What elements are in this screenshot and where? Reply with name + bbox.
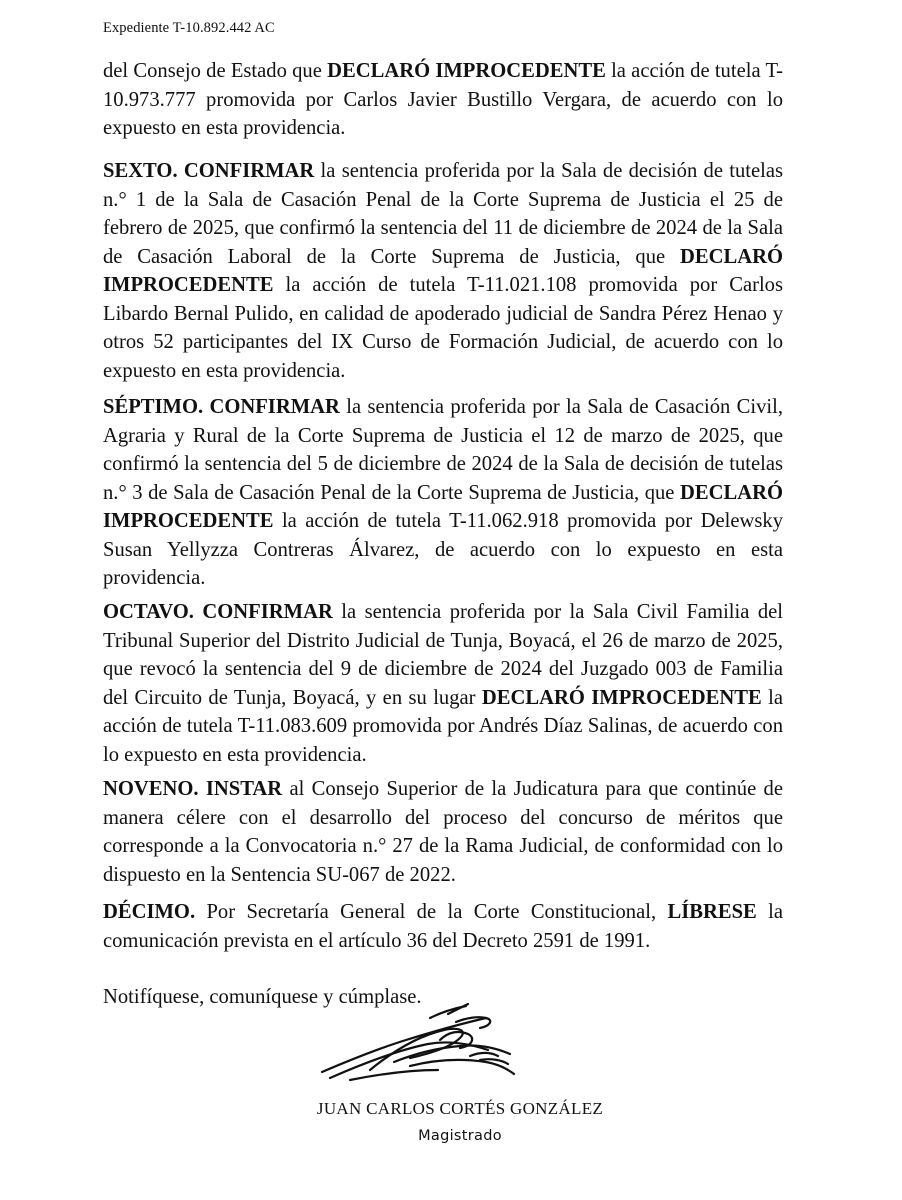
paragraph-text: la sentencia proferida por la Sala de Casación Civil, Agraria y Rural de la Corte Suprema de Justicia el 12 de marzo de 2025, que confirmó la sentencia del 5 de diciembre de 2024 de la Sala de decisión de tutelas n.° 3 de Sala de Casación Penal de la Corte Suprema de Justicia, que [103, 396, 783, 504]
bold-term: LÍBRESE [667, 901, 757, 923]
paragraph-octavo [103, 598, 783, 769]
bold-term: DECLARÓ IMPROCEDENTE [327, 60, 606, 82]
paragraph-text: la acción de tutela T-10.973.777 promovida por Carlos Javier Bustillo Vergara, de acuerdo con lo expuesto en esta providencia. [103, 60, 783, 139]
paragraph-text: del Consejo de Estado que [103, 60, 328, 82]
handwritten-signature [310, 1000, 530, 1090]
bold-term: DECLARÓ IMPROCEDENTE [103, 245, 783, 296]
paragraph-text: la sentencia proferida por la Sala de decisión de tutelas n.° 1 de la Sala de Casación Penal de la Corte Suprema de Justicia el 25 de febrero de 2025, que confirmó la sentencia del 11 de diciembre de 2024 de la Sala de Casación Laboral de la Corte Suprema de Justicia, que [103, 160, 783, 268]
paragraph-text: la comunicación prevista en el artículo 36 del Decreto 2591 de 1991. [103, 901, 783, 952]
resolution-heading: OCTAVO. CONFIRMAR [103, 601, 333, 623]
signer-title: Magistrado [418, 1128, 502, 1144]
paragraph-decimo [103, 898, 783, 955]
resolution-heading: NOVENO. INSTAR [103, 778, 283, 800]
paragraph-text: Por Secretaría General de la Corte Constitucional, [195, 901, 668, 923]
case-reference: Expediente T-10.892.442 AC [103, 20, 275, 36]
resolution-heading: DÉCIMO. [103, 901, 196, 923]
paragraph-text: la acción de tutela T-11.062.918 promovida por Delewsky Susan Yellyzza Contreras Álvarez, de acuerdo con lo expuesto en esta providencia. [103, 510, 783, 589]
paragraph-sexto [103, 157, 783, 385]
resolution-heading: SEXTO. CONFIRMAR [103, 160, 315, 182]
signer-name: JUAN CARLOS CORTÉS GONZÁLEZ [316, 1099, 604, 1118]
closing-text: Notifíquese, comuníquese y cúmplase. [103, 986, 422, 1008]
paragraph-septimo [103, 393, 783, 593]
resolution-heading: SÉPTIMO. CONFIRMAR [103, 396, 340, 418]
bold-term: DECLARÓ IMPROCEDENTE [481, 686, 762, 709]
paragraph-continuation [103, 57, 783, 143]
bold-term: DECLARÓ IMPROCEDENTE [103, 481, 783, 532]
paragraph-text: la acción de tutela T-11.021.108 promovida por Carlos Libardo Bernal Pulido, en calidad de apoderado judicial de Sandra Pérez Henao y otros 52 participantes del IX Curso de Formación Judicial, de acuerdo con lo expuesto en esta providencia. [103, 274, 783, 382]
paragraph-text: la acción de tutela T-11.083.609 promovida por Andrés Díaz Salinas, de acuerdo con lo expuesto en esta providencia. [103, 686, 784, 766]
paragraph-text: al Consejo Superior de la Judicatura para que continúe de manera célere con el desarrollo del proceso del concurso de méritos que corresponde a la Convocatoria n.° 27 de la Rama Judicial, de conformidad con lo dispuesto en la Sentencia SU-067 de 2022. [103, 778, 783, 886]
paragraph-text: la sentencia proferida por la Sala Civil Familia del Tribunal Superior del Distrito Judicial de Tunja, Boyacá, el 26 de marzo de 2025, que revocó la sentencia del 9 de diciembre de 2024 del Juzgado 003 de Familia del Circuito de Tunja, Boyacá, y en su lugar [103, 601, 784, 709]
paragraph-noveno [103, 775, 783, 889]
